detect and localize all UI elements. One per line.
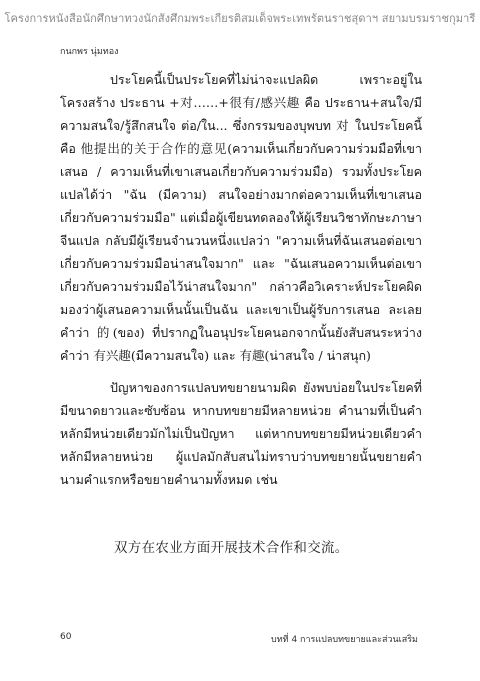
page-number: 60 — [60, 632, 72, 642]
author-name: กนกพร นุ่มทอง — [60, 47, 119, 57]
body-text — [60, 68, 422, 491]
running-header: โครงการหนังสือนักศึกษาทวงนักสังศึกมพระเกียรติสมเด็จพระเทพรัตนราชสุดาฯ สยามบรมราชกุมารี — [4, 12, 476, 25]
paragraph-2: ปัญหาของการแปลบทขยายนามผิด ยังพบบ่อยในประโยคที่มีขนาดยาวและซับซ้อน หากบทขยายมีหลายหน่วย คำนามที่เป็นคำหลักมีหน่วยเดียวมักไม่เป็นปัญหา แต่หากบทขยายมีหน่วยเดียวคำหลักมีหลายหน่วย ผู้แปลมักสับสนไม่ทราบว่าบทขยายนั้นขยายคำนามคำแรกหรือขยายคำนามทั้งหมด เช่น — [60, 380, 422, 487]
paragraph-1: ประโยคนี้เป็นประโยคที่ไม่น่าจะแปลผิด เพราะอยู่ในโครงสร้าง ประธาน +对……+很有/感兴趣 คือ ประธาน+สนใจ/มีความสนใจ/รู้สึกสนใจ ต่อ/ใน... ซึ่งกรรมของบุพบท 对 ในประโยคนี้คือ 他提出的关于合作的意见(ความเห็นเกี่ยวกับความร่วมมือที่เขาเสนอ / ความเห็นที่เขาเสนอเกี่ยวกับความร่วมมือ) รวมทั้งประโยคแปลได้ว่า "ฉัน (มีความ) สนใจอย่างมากต่อความเห็นที่เขาเสนอเกี่ยวกับความร่วมมือ" แต่เมื่อผู้เขียนทดลองให้ผู้เรียนวิชาทักษะภาษาจีนแปล กลับมีผู้เรียนจำนวนหนึ่งแปลว่า "ความเห็นที่ฉันเสนอต่อเขาเกี่ยวกับความร่วมมือน่าสนใจมาก" และ "ฉันเสนอความเห็นต่อเขาเกี่ยวกับความร่วมมือไว้น่าสนใจมาก" กล่าวคือวิเคราะห์ประโยคผิด มองว่าผู้เสนอความเห็นนั้นเป็นฉัน และเขาเป็นผู้รับการเสนอ ละเลยคำว่า 的(ของ) ที่ปรากฏในอนุประโยคนอกจากนั้นยังสับสนระหว่างคำว่า 有兴趣(มีความสนใจ) และ 有趣(น่าสนใจ / น่าสนุก) — [60, 72, 422, 363]
example-sentence: 双方在农业方面开展技术合作和交流。 — [114, 540, 349, 556]
chapter-title: บทที่ 4 การแปลบทขยายและส่วนเสริม — [271, 635, 418, 645]
